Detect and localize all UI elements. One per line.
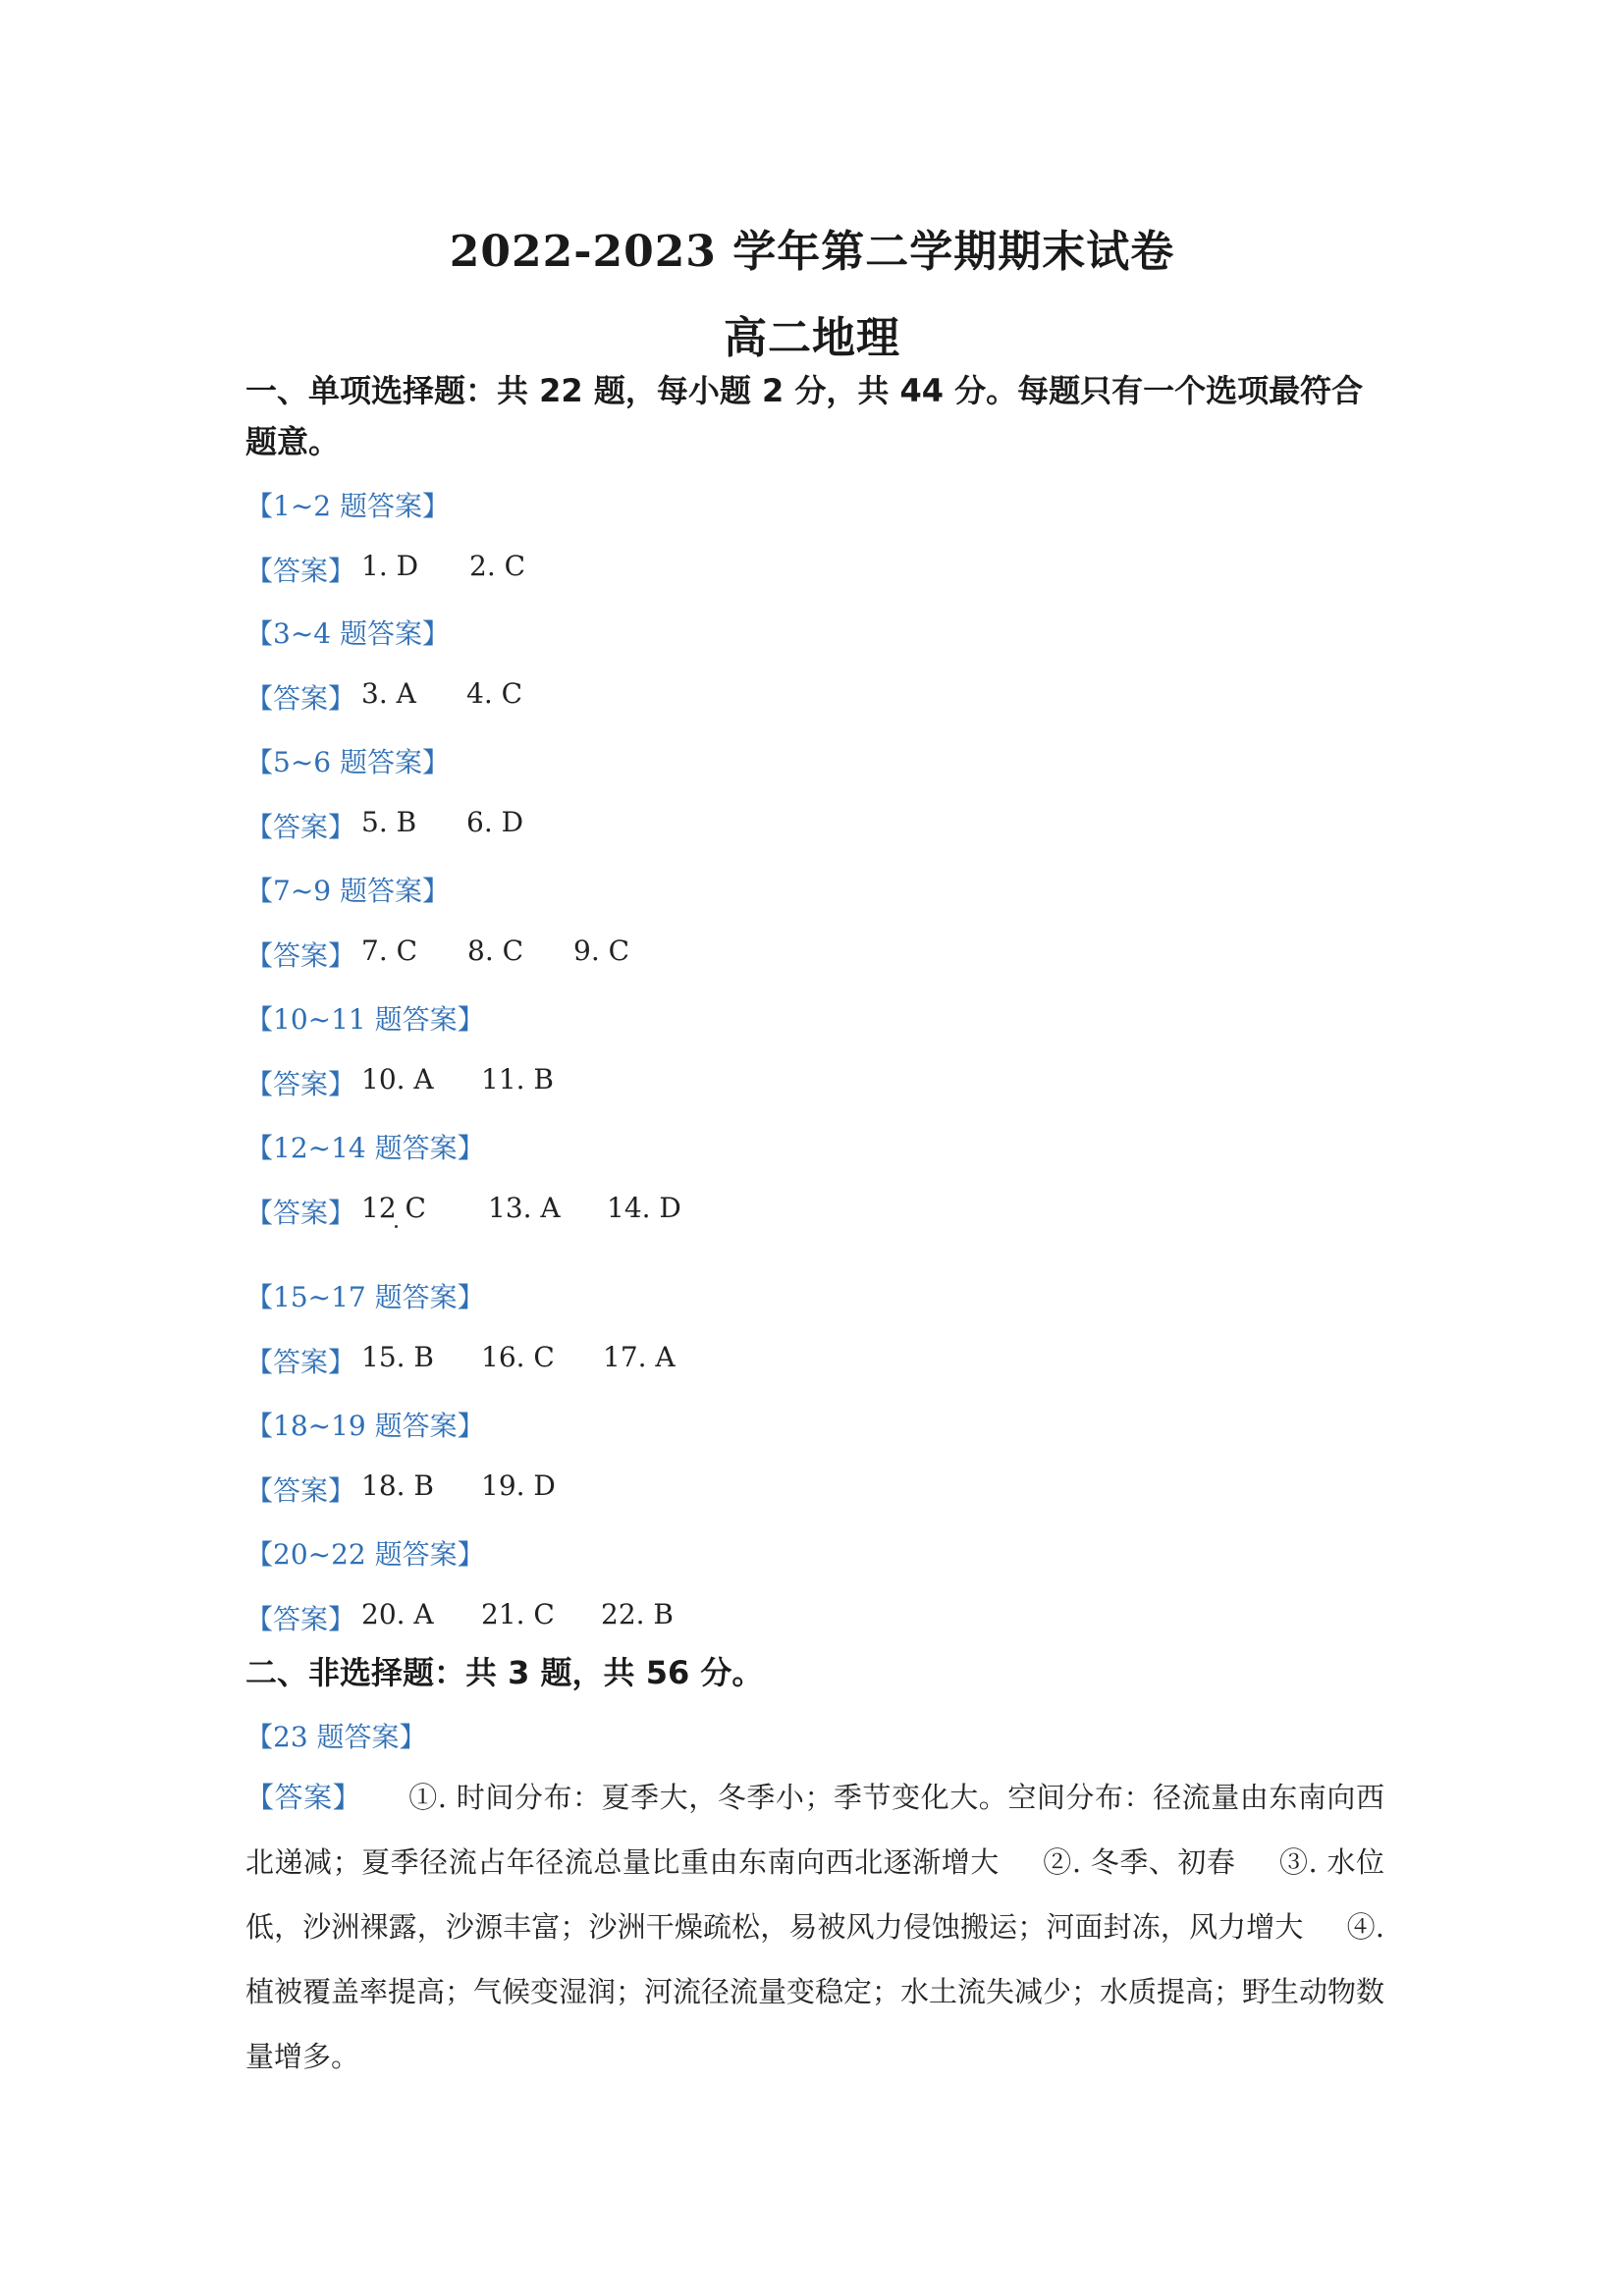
page-title: 2022-2023 学年第二学期期末试卷 xyxy=(449,227,1175,277)
answer-item: 10. A xyxy=(361,1063,434,1095)
answer-row xyxy=(245,1598,355,1637)
group-label: 【3~4 题答案】 xyxy=(245,617,450,650)
answer-row xyxy=(245,934,355,974)
answer-item: 18. B xyxy=(361,1469,435,1502)
answer-row xyxy=(245,1469,355,1509)
answer-row xyxy=(245,550,355,589)
answer-prefix: 【答案】 xyxy=(245,1197,356,1229)
answer-item: 11. B xyxy=(481,1063,555,1095)
answer-row xyxy=(245,677,355,717)
answer-row xyxy=(245,806,355,845)
answer-prefix: 【答案】 xyxy=(245,682,356,715)
answer-prefix: 【答案】 xyxy=(245,555,356,587)
answer-item: 20. A xyxy=(361,1598,434,1630)
q23-answer-paragraph xyxy=(245,1765,1384,2089)
group-label: 【12~14 题答案】 xyxy=(245,1132,485,1164)
answer-prefix: 【答案】 xyxy=(245,811,356,843)
group-label: 【7~9 题答案】 xyxy=(245,875,450,907)
group-label: 【18~19 题答案】 xyxy=(245,1410,485,1442)
answer-prefix: 【答案】 xyxy=(245,1068,356,1100)
answer-item: 19. D xyxy=(481,1469,556,1502)
answer-item: 15. B xyxy=(361,1341,435,1373)
answer-item: 14. D xyxy=(607,1192,681,1224)
answer-prefix: 【答案】 xyxy=(245,1346,356,1378)
section1-heading: 一、单项选择题：共 22 题，每小题 2 分，共 44 分。每题只有一个选项最符合题意。 xyxy=(245,372,1364,460)
answer-item: 12 C xyxy=(361,1192,426,1224)
answer-part: ③. 水位低，沙洲裸露，沙源丰富；沙洲干燥疏松，易被风力侵蚀搬运；河面封冻，风力增大 xyxy=(245,1845,1384,1944)
answer-prefix: 【答案】 xyxy=(245,939,356,972)
answer-item: 1. D xyxy=(361,550,419,582)
answer-row xyxy=(245,1192,355,1231)
answer-item: 17. A xyxy=(603,1341,676,1373)
answer-item: 7. C xyxy=(361,934,418,967)
answer-part: ①. 时间分布：夏季大，冬季小；季节变化大。空间分布：径流量由东南向西北递减；夏季径流占年径流总量比重由东南向西北逐渐增大 xyxy=(245,1781,1384,1879)
answer-prefix: 【答案】 xyxy=(245,1781,362,1814)
answer-item: 22. B xyxy=(601,1598,675,1630)
section2-heading: 二、非选择题：共 3 题，共 56 分。 xyxy=(245,1654,764,1691)
answer-item: 9. C xyxy=(573,934,630,967)
answer-item: 4. C xyxy=(466,677,523,710)
group-label: 【15~17 题答案】 xyxy=(245,1281,485,1313)
stray-dot xyxy=(395,1225,398,1228)
answer-row xyxy=(245,1341,355,1380)
answer-prefix: 【答案】 xyxy=(245,1603,356,1635)
answer-row xyxy=(245,1063,355,1102)
group-label: 【1~2 题答案】 xyxy=(245,490,450,522)
answer-item: 3. A xyxy=(361,677,416,710)
group-label: 【10~11 题答案】 xyxy=(245,1003,485,1036)
answer-part: ④. 植被覆盖率提高；气候变湿润；河流径流量变稳定；水土流失减少；水质提高；野生动物数量增多。 xyxy=(245,1910,1385,2073)
group-label: 【20~22 题答案】 xyxy=(245,1538,485,1571)
answer-item: 13. A xyxy=(488,1192,561,1224)
answer-item: 16. C xyxy=(481,1341,555,1373)
answer-item: 8. C xyxy=(467,934,524,967)
group-label: 【23 题答案】 xyxy=(245,1721,427,1753)
answer-item: 6. D xyxy=(466,806,524,838)
answer-prefix: 【答案】 xyxy=(245,1474,356,1507)
group-label: 【5~6 题答案】 xyxy=(245,746,450,778)
answer-item: 2. C xyxy=(469,550,526,582)
answer-item: 21. C xyxy=(481,1598,555,1630)
answer-part: ②. 冬季、初春 xyxy=(1042,1845,1236,1879)
answer-item: 5. B xyxy=(361,806,417,838)
page-subtitle: 高二地理 xyxy=(724,313,900,363)
